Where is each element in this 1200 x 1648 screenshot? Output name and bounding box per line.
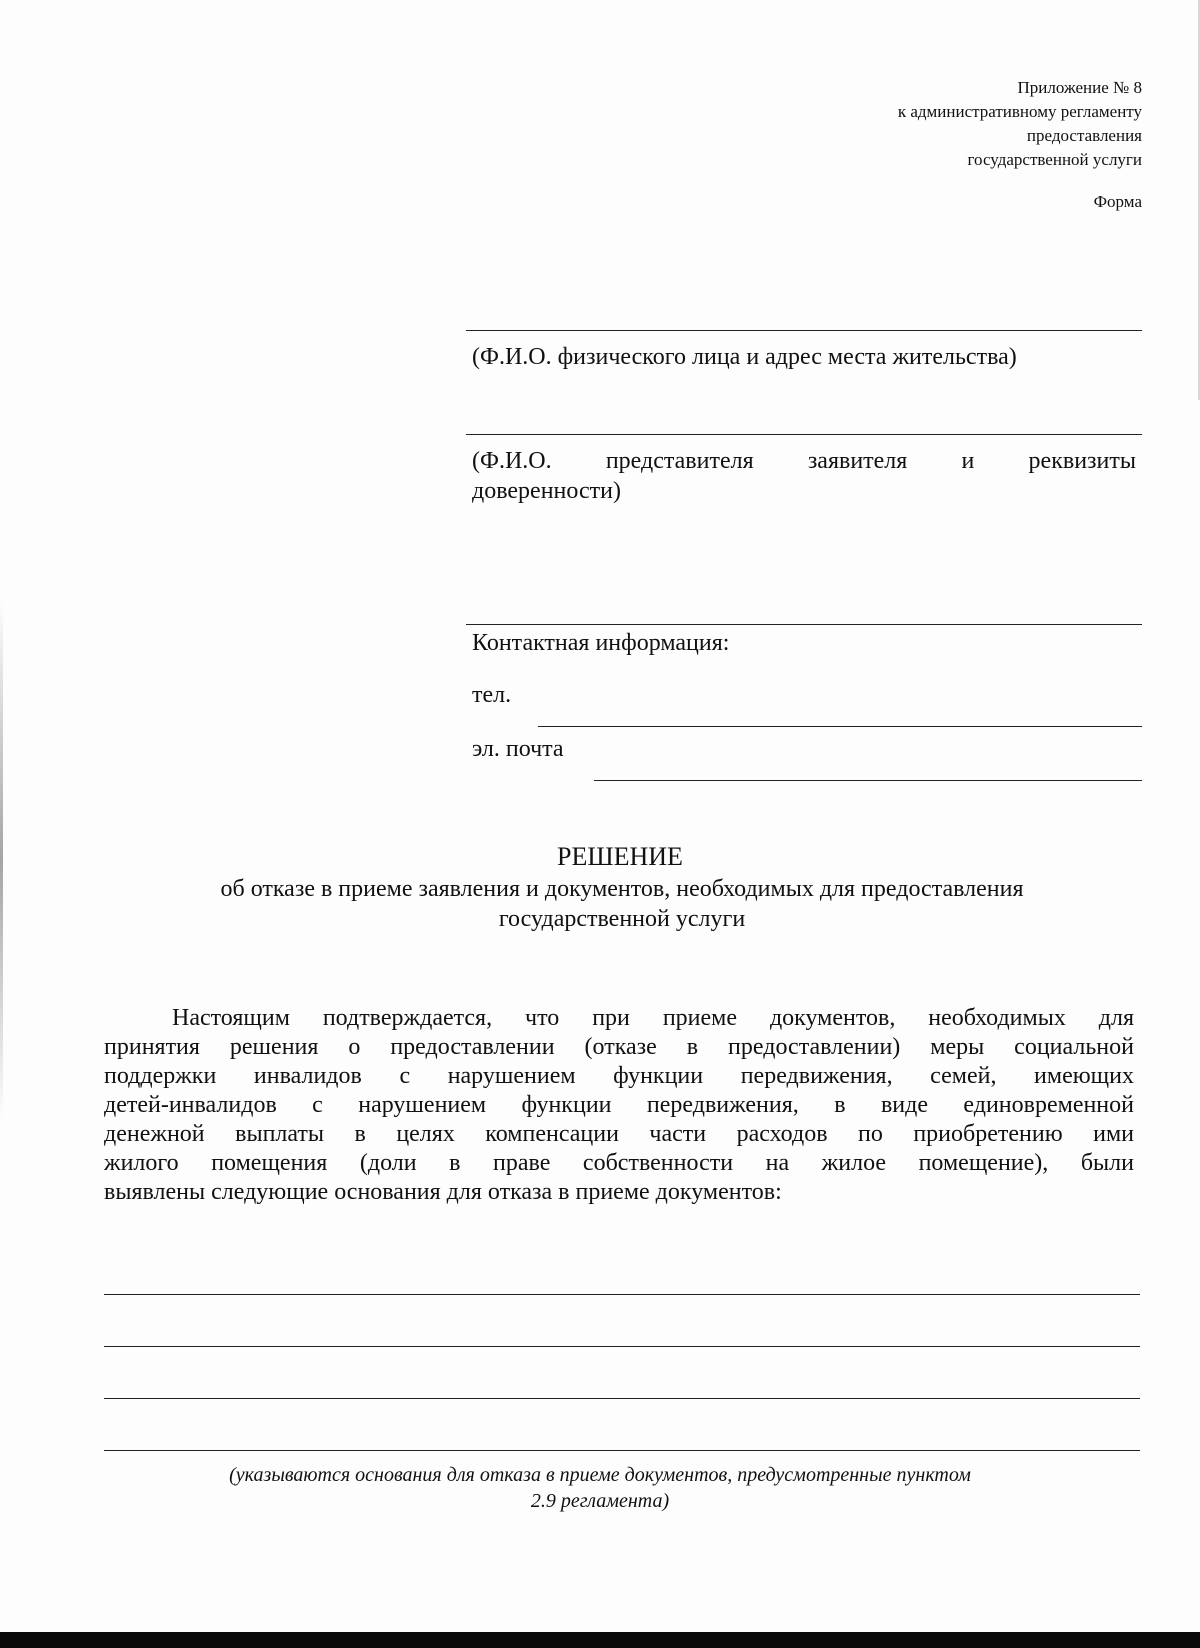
phone-label: тел. [472, 682, 512, 708]
caption-word: (Ф.И.О. [472, 448, 552, 474]
body-paragraph [104, 1004, 1134, 1207]
caption-word: и [961, 448, 975, 474]
phone-field-line [538, 726, 1142, 727]
body-line: выявлены следующие основания для отказа в приеме документов: [104, 1179, 782, 1205]
body-line: денежной выплаты в целях компенсации части расходов по приобретению ими [104, 1121, 1134, 1147]
reason-footnote [100, 1462, 1100, 1514]
header-line: предоставления [1026, 126, 1142, 145]
header-line: к административному регламенту [897, 102, 1142, 121]
contact-title: Контактная информация: [472, 630, 730, 656]
body-line: Настоящим подтверждается, что при приеме документов, необходимых для [172, 1005, 1134, 1031]
header-line: государственной услуги [967, 150, 1142, 169]
body-line: детей-инвалидов с нарушением функции передвижения, в виде единовременной [104, 1092, 1134, 1118]
reason-line [104, 1398, 1140, 1399]
decision-subtitle [60, 874, 1184, 934]
reason-line [104, 1346, 1140, 1347]
email-field-line [594, 780, 1142, 781]
footnote-line2: 2.9 регламента) [530, 1490, 670, 1512]
contact-separator-line [466, 624, 1142, 625]
body-line: жилого помещения (доли в праве собственности на жилое помещение), были [104, 1150, 1134, 1176]
person-name-line [466, 330, 1142, 331]
form-label: Форма [1093, 192, 1142, 211]
email-label: эл. почта [472, 736, 564, 762]
decision-subtitle-line2: государственной услуги [498, 906, 746, 932]
caption-word: заявителя [807, 448, 908, 474]
representative-line [466, 434, 1142, 435]
reason-line [104, 1294, 1140, 1295]
body-line: принятия решения о предоставлении (отказе в предоставлении) меры социальной [104, 1034, 1134, 1060]
representative-caption-line2: доверенности) [472, 478, 621, 504]
reason-line [104, 1450, 1140, 1451]
decision-subtitle-line1: об отказе в приеме заявления и документов, необходимых для предоставления [220, 876, 1024, 902]
appendix-header [682, 76, 1142, 172]
representative-caption-line1 [472, 446, 1136, 476]
scan-edge-bottom [0, 1632, 1200, 1648]
caption-word: представителя [605, 448, 754, 474]
person-caption: (Ф.И.О. физического лица и адрес места жительства) [472, 344, 1017, 370]
decision-title: РЕШЕНИЕ [557, 842, 683, 871]
body-line: поддержки инвалидов с нарушением функции передвижения, семей, имеющих [104, 1063, 1134, 1089]
caption-word: реквизиты [1028, 448, 1136, 474]
footnote-line1: (указываются основания для отказа в приеме документов, предусмотренные пунктом [229, 1464, 971, 1486]
representative-caption [472, 446, 1136, 506]
header-line: Приложение № 8 [1017, 78, 1142, 97]
